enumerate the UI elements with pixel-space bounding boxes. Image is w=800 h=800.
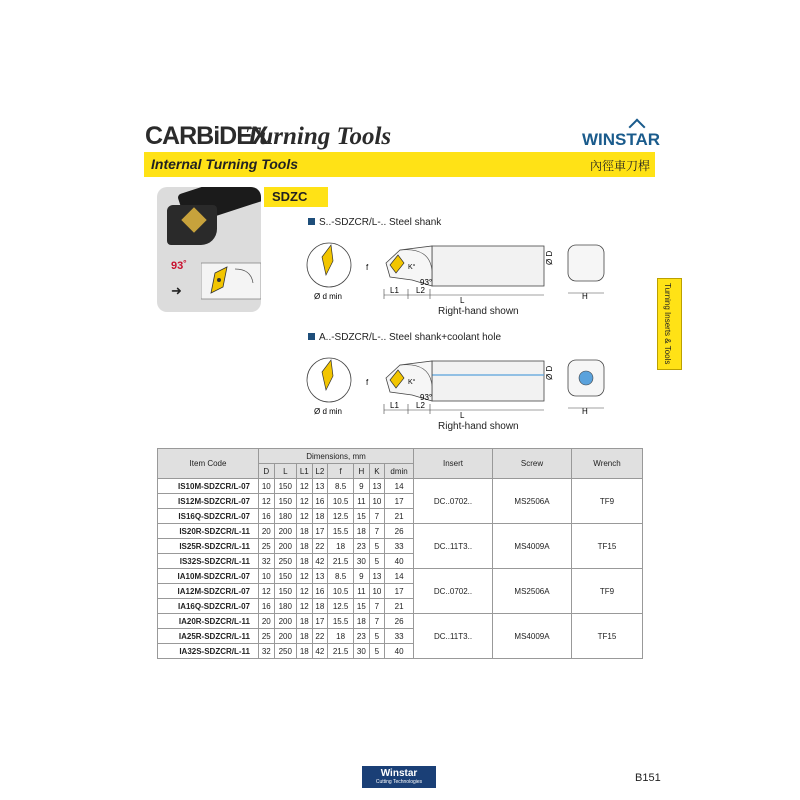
dimension-cell: 18 xyxy=(312,599,328,614)
dimension-cell: 26 xyxy=(385,614,414,629)
insert-cell: DC..0702.. xyxy=(414,479,493,524)
col-header-l2: L2 xyxy=(312,464,328,479)
dimension-cell: 7 xyxy=(369,524,385,539)
variant-coolant-title: A..-SDZCR/L-.. Steel shank+coolant hole xyxy=(308,332,501,343)
f-label: f xyxy=(366,378,369,387)
dimension-cell: 23 xyxy=(354,539,370,554)
dimension-cell: 12.5 xyxy=(328,509,354,524)
footer-logo: Winstar Cutting Technologies xyxy=(362,766,436,788)
dimension-cell: 18 xyxy=(297,629,313,644)
col-header-k: K xyxy=(369,464,385,479)
d-label: Ø D xyxy=(545,250,554,265)
dimension-cell: 32 xyxy=(259,644,275,659)
item-code-cell: IS16Q-SDZCR/L-07 xyxy=(158,509,259,524)
dimension-cell: 18 xyxy=(328,539,354,554)
photo-angle-label: 93˚ xyxy=(171,260,187,272)
dimension-cell: 12 xyxy=(297,509,313,524)
dimension-cell: 200 xyxy=(274,629,297,644)
l-label: L xyxy=(460,296,465,305)
dimension-cell: 21.5 xyxy=(328,644,354,659)
insert-cell: DC..0702.. xyxy=(414,569,493,614)
dimension-cell: 150 xyxy=(274,479,297,494)
dimension-cell: 180 xyxy=(274,509,297,524)
dimension-cell: 200 xyxy=(274,539,297,554)
dmin-label: Ø d min xyxy=(314,407,343,416)
angle-label: 93° xyxy=(420,393,433,402)
right-hand-caption: Right-hand shown xyxy=(438,306,519,317)
l2-label: L2 xyxy=(416,286,425,295)
col-header-h: H xyxy=(354,464,370,479)
item-code-cell: IS20R-SDZCR/L-11 xyxy=(158,524,259,539)
item-code-cell: IA32S-SDZCR/L-11 xyxy=(158,644,259,659)
item-code-cell: IS10M-SDZCR/L-07 xyxy=(158,479,259,494)
dimension-cell: 18 xyxy=(297,644,313,659)
dimension-cell: 8.5 xyxy=(328,479,354,494)
dimension-cell: 40 xyxy=(385,644,414,659)
side-tab-label: Turning Inserts & Tools xyxy=(663,283,672,365)
dimension-cell: 250 xyxy=(274,644,297,659)
item-code-cell: IS25R-SDZCR/L-11 xyxy=(158,539,259,554)
table-row xyxy=(158,524,643,539)
insert-cell: DC..11T3.. xyxy=(414,524,493,569)
dimension-cell: 16 xyxy=(312,584,328,599)
l-label: L xyxy=(460,411,465,420)
dimension-cell: 22 xyxy=(312,629,328,644)
table-row xyxy=(158,569,643,584)
screw-cell: MS4009A xyxy=(493,614,572,659)
dimension-cell: 16 xyxy=(312,494,328,509)
dimension-cell: 200 xyxy=(274,524,297,539)
side-tab[interactable] xyxy=(657,278,682,370)
h-label: H xyxy=(582,292,588,301)
dimension-cell: 10.5 xyxy=(328,494,354,509)
dimension-cell: 12 xyxy=(297,599,313,614)
dimension-cell: 30 xyxy=(354,554,370,569)
dimension-cell: 15.5 xyxy=(328,524,354,539)
dimension-cell: 12 xyxy=(297,479,313,494)
dimension-cell: 18 xyxy=(297,524,313,539)
dimension-cell: 13 xyxy=(312,479,328,494)
dimension-cell: 13 xyxy=(312,569,328,584)
k-label: K° xyxy=(408,264,416,271)
dimension-cell: 7 xyxy=(369,614,385,629)
col-header-dmin: dmin xyxy=(385,464,414,479)
dimension-cell: 10 xyxy=(369,494,385,509)
dimension-cell: 21 xyxy=(385,599,414,614)
dimension-cell: 42 xyxy=(312,644,328,659)
col-header-l1: L1 xyxy=(297,464,313,479)
tool-photo xyxy=(157,187,261,312)
dimension-cell: 7 xyxy=(369,509,385,524)
dimension-cell: 40 xyxy=(385,554,414,569)
wrench-cell: TF9 xyxy=(572,479,643,524)
dimension-cell: 12 xyxy=(259,584,275,599)
dimension-cell: 12 xyxy=(259,494,275,509)
screw-cell: MS4009A xyxy=(493,524,572,569)
dimension-cell: 18 xyxy=(328,629,354,644)
dimension-cell: 23 xyxy=(354,629,370,644)
dimension-cell: 20 xyxy=(259,614,275,629)
item-code-cell: IS12M-SDZCR/L-07 xyxy=(158,494,259,509)
dimension-cell: 16 xyxy=(259,509,275,524)
dimension-cell: 10 xyxy=(259,479,275,494)
variant-steel-shank-title: S..-SDZCR/L-.. Steel shank xyxy=(308,217,441,228)
header-dimensions: Dimensions, mm xyxy=(259,449,414,464)
dimension-cell: 250 xyxy=(274,554,297,569)
dimension-cell: 200 xyxy=(274,614,297,629)
dimension-cell: 18 xyxy=(312,509,328,524)
spec-table xyxy=(157,448,643,659)
dimension-cell: 17 xyxy=(312,614,328,629)
bullet-square-icon xyxy=(308,333,315,340)
dimension-cell: 12.5 xyxy=(328,599,354,614)
l2-label: L2 xyxy=(416,401,425,410)
dimension-cell: 9 xyxy=(354,479,370,494)
winstar-logo: WINSTAR xyxy=(582,130,661,149)
variant-steel-shank-diagram xyxy=(300,233,610,305)
dimension-cell: 5 xyxy=(369,554,385,569)
wrench-cell: TF15 xyxy=(572,614,643,659)
dmin-label: Ø d min xyxy=(314,292,343,301)
f-label: f xyxy=(366,263,369,272)
dimension-cell: 10 xyxy=(259,569,275,584)
dimension-cell: 15.5 xyxy=(328,614,354,629)
header-screw: Screw xyxy=(493,449,572,479)
dimension-cell: 18 xyxy=(297,539,313,554)
dimension-cell: 10 xyxy=(369,584,385,599)
insert-cell: DC..11T3.. xyxy=(414,614,493,659)
dimension-cell: 17 xyxy=(385,584,414,599)
item-code-cell: IA10M-SDZCR/L-07 xyxy=(158,569,259,584)
brand-name: CARBiDEX xyxy=(145,122,268,150)
dimension-cell: 16 xyxy=(259,599,275,614)
feed-arrow-icon: ➜ xyxy=(171,283,182,298)
header-wrench: Wrench xyxy=(572,449,643,479)
item-code-cell: IA12M-SDZCR/L-07 xyxy=(158,584,259,599)
angle-label: 93° xyxy=(420,278,433,287)
dimension-cell: 22 xyxy=(312,539,328,554)
dimension-cell: 17 xyxy=(312,524,328,539)
dimension-cell: 26 xyxy=(385,524,414,539)
table-row xyxy=(158,614,643,629)
col-header-l: L xyxy=(274,464,297,479)
dimension-cell: 42 xyxy=(312,554,328,569)
right-hand-caption: Right-hand shown xyxy=(438,421,519,432)
header-insert: Insert xyxy=(414,449,493,479)
dimension-cell: 150 xyxy=(274,494,297,509)
dimension-cell: 12 xyxy=(297,494,313,509)
dimension-cell: 12 xyxy=(297,569,313,584)
screw-cell: MS2506A xyxy=(493,479,572,524)
dimension-cell: 13 xyxy=(369,569,385,584)
dimension-cell: 7 xyxy=(369,599,385,614)
wrench-cell: TF9 xyxy=(572,569,643,614)
wrench-cell: TF15 xyxy=(572,524,643,569)
bullet-square-icon xyxy=(308,218,315,225)
section-title: Internal Turning Tools xyxy=(151,156,298,172)
insert-diagram-icon xyxy=(201,261,261,301)
dimension-cell: 18 xyxy=(354,614,370,629)
dimension-cell: 11 xyxy=(354,494,370,509)
dimension-cell: 11 xyxy=(354,584,370,599)
series-label: SDZC xyxy=(264,187,328,207)
d-label: Ø D xyxy=(545,365,554,380)
dimension-cell: 5 xyxy=(369,644,385,659)
dimension-cell: 18 xyxy=(297,554,313,569)
table-row xyxy=(158,479,643,494)
dimension-cell: 9 xyxy=(354,569,370,584)
page-title: Turning Tools xyxy=(245,123,392,150)
dimension-cell: 20 xyxy=(259,524,275,539)
dimension-cell: 25 xyxy=(259,629,275,644)
dimension-cell: 14 xyxy=(385,479,414,494)
l1-label: L1 xyxy=(390,401,399,410)
dimension-cell: 18 xyxy=(297,614,313,629)
section-title-chinese: 內徑車刀桿 xyxy=(589,159,650,173)
dimension-cell: 5 xyxy=(369,539,385,554)
dimension-cell: 180 xyxy=(274,599,297,614)
k-label: K° xyxy=(408,379,416,386)
l1-label: L1 xyxy=(390,286,399,295)
screw-cell: MS2506A xyxy=(493,569,572,614)
item-code-cell: IA20R-SDZCR/L-11 xyxy=(158,614,259,629)
dimension-cell: 32 xyxy=(259,554,275,569)
dimension-cell: 18 xyxy=(354,524,370,539)
dimension-cell: 15 xyxy=(354,599,370,614)
dimension-cell: 10.5 xyxy=(328,584,354,599)
h-label: H xyxy=(582,407,588,416)
col-header-d: D xyxy=(259,464,275,479)
dimension-cell: 8.5 xyxy=(328,569,354,584)
dimension-cell: 15 xyxy=(354,509,370,524)
header-item-code: Item Code xyxy=(158,449,259,479)
dimension-cell: 5 xyxy=(369,629,385,644)
dimension-cell: 25 xyxy=(259,539,275,554)
dimension-cell: 33 xyxy=(385,629,414,644)
dimension-cell: 30 xyxy=(354,644,370,659)
dimension-cell: 17 xyxy=(385,494,414,509)
col-header-f: f xyxy=(328,464,354,479)
dimension-cell: 150 xyxy=(274,569,297,584)
dimension-cell: 150 xyxy=(274,584,297,599)
item-code-cell: IA16Q-SDZCR/L-07 xyxy=(158,599,259,614)
variant-coolant-diagram xyxy=(300,348,610,420)
item-code-cell: IS32S-SDZCR/L-11 xyxy=(158,554,259,569)
dimension-cell: 33 xyxy=(385,539,414,554)
item-code-cell: IA25R-SDZCR/L-11 xyxy=(158,629,259,644)
page-number: B151 xyxy=(635,772,661,784)
dimension-cell: 13 xyxy=(369,479,385,494)
dimension-cell: 14 xyxy=(385,569,414,584)
dimension-cell: 21 xyxy=(385,509,414,524)
dimension-cell: 21.5 xyxy=(328,554,354,569)
dimension-cell: 12 xyxy=(297,584,313,599)
